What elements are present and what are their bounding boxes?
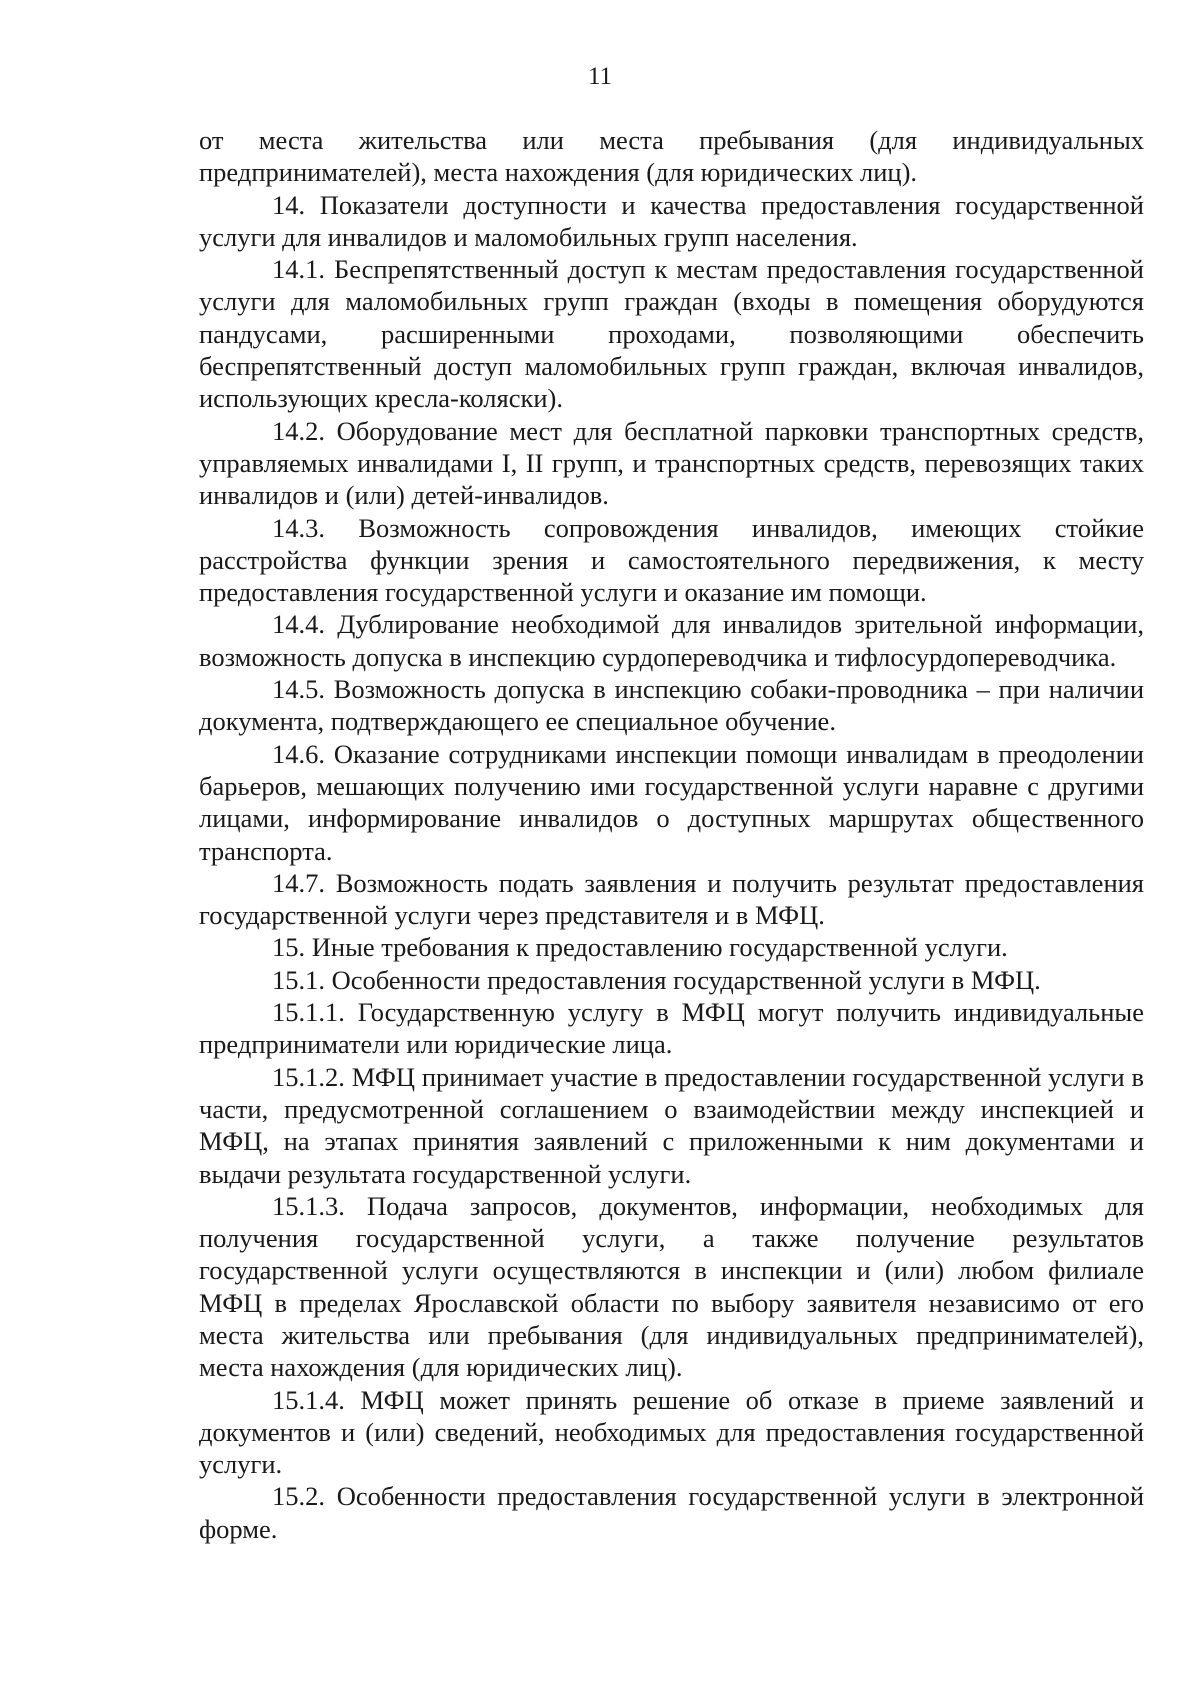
page-number: 11: [587, 63, 613, 90]
paragraph-15-1-3: 15.1.3. Подача запросов, документов, информации, необходимых для получения государственной услуги, а также получение результатов государственной услуги осуществляются в инспекции и (или) любом филиале МФЦ в пределах Ярославской области по выбору заявителя независимо от его места жительства или пребывания (для индивидуальных предпринимателей), места нахождения (для юридических лиц).: [199, 1190, 1144, 1383]
paragraph-15-1-4: 15.1.4. МФЦ может принять решение об отказе в приеме заявлений и документов и (или) сведений, необходимых для предоставления государственной услуги.: [199, 1384, 1144, 1480]
paragraph-15-1: 15.1. Особенности предоставления государственной услуги в МФЦ.: [272, 964, 1041, 995]
paragraph-continuation: от места жительства или места пребывания (для индивидуальных предпринимателей), места нахождения (для юридических лиц).: [199, 125, 1144, 188]
paragraph-15-2: 15.2. Особенности предоставления государственной услуги в электронной форме.: [199, 1481, 1144, 1544]
paragraph-15-1-1: 15.1.1. Государственную услугу в МФЦ могут получить индивидуальные предприниматели или юридические лица.: [199, 997, 1144, 1060]
paragraph-14: 14. Показатели доступности и качества предоставления государственной услуги для инвалидов и маломобильных групп населения.: [199, 189, 1144, 252]
paragraph-14-3: 14.3. Возможность сопровождения инвалидов, имеющих стойкие расстройства функции зрения и самостоятельного передвижения, к месту предоставления государственной услуги и оказание им помощи.: [199, 512, 1144, 608]
paragraph-14-1: 14.1. Беспрепятственный доступ к местам предоставления государственной услуги для маломобильных групп граждан (входы в помещения оборудуются пандусами, расширенными проходами, позволяющими обеспечить беспрепятственный доступ маломобильных групп граждан, включая инвалидов, использующих кресла-коляски).: [199, 254, 1144, 414]
paragraph-14-5: 14.5. Возможность допуска в инспекцию собаки-проводника – при наличии документа, подтверждающего ее специальное обучение.: [199, 674, 1144, 737]
paragraph-15: 15. Иные требования к предоставлению государственной услуги.: [272, 932, 1008, 963]
paragraph-14-6: 14.6. Оказание сотрудниками инспекции помощи инвалидам в преодолении барьеров, мешающих получению ими государственной услуги наравне с другими лицами, информирование инвалидов о доступных маршрутах общественного транспорта.: [199, 738, 1144, 866]
document-body: [199, 124, 1144, 1545]
paragraph-14-7: 14.7. Возможность подать заявления и получить результат предоставления государственной услуги через представителя и в МФЦ.: [199, 867, 1144, 931]
paragraph-14-2: 14.2. Оборудование мест для бесплатной парковки транспортных средств, управляемых инвалидами I, II групп, и транспортных средств, перевозящих таких инвалидов и (или) детей-инвалидов.: [199, 415, 1144, 511]
paragraph-15-1-2: 15.1.2. МФЦ принимает участие в предоставлении государственной услуги в части, предусмотренной соглашением о взаимодействии между инспекцией и МФЦ, на этапах принятия заявлений с приложенными к ним документами и выдачи результата государственной услуги.: [199, 1061, 1144, 1189]
paragraph-14-4: 14.4. Дублирование необходимой для инвалидов зрительной информации, возможность допуска в инспекцию сурдопереводчика и тифлосурдопереводчика.: [199, 609, 1144, 672]
